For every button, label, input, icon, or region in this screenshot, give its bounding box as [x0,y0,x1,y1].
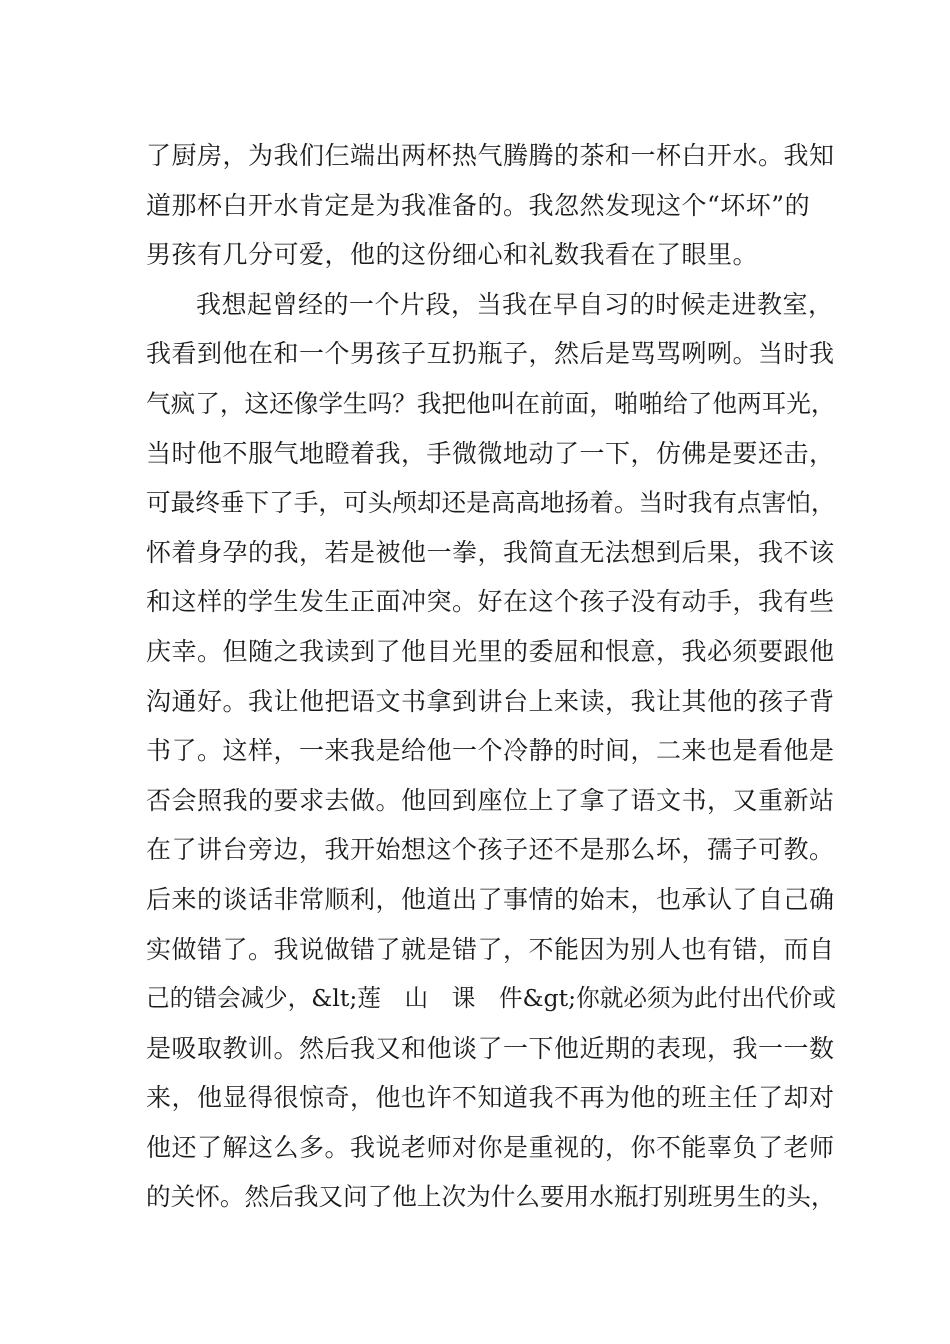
text-line: 是吸取教训。然后我又和他谈了一下他近期的表现，我一一数 [146,1033,835,1063]
text-line: 己的错会减少，&lt;莲 山 课 件&gt;你就必须为此付出代价或 [146,984,836,1013]
text-line: 的关怀。然后我又问了他上次为什么要用水瓶打别班男生的头， [146,1182,836,1212]
text-line: 可最终垂下了手，可头颅却还是高高地扬着。当时我有点害怕， [146,488,836,518]
text-line: 来，他显得很惊奇，他也许不知道我不再为他的班主任了却对 [146,1083,835,1113]
text-line: 我看到他在和一个男孩子互扔瓶子，然后是骂骂咧咧。当时我 [146,339,835,369]
text-line: 怀着身孕的我，若是被他一拳，我简直无法想到后果，我不该 [146,537,835,567]
text-line: 他还了解这么多。我说老师对你是重视的，你不能辜负了老师 [146,1132,835,1162]
text-line: 了厨房，为我们仨端出两杯热气腾腾的茶和一杯白开水。我知 [146,141,835,170]
text-line: 气疯了，这还像学生吗？我把他叫在前面，啪啪给了他两耳光， [146,388,836,418]
text-line: 沟通好。我让他把语文书拿到讲台上来读，我让其他的孩子背 [146,686,835,716]
text-line: 实做错了。我说做错了就是错了，不能因为别人也有错，而自 [146,934,835,964]
text-line: 道那杯白开水肯定是为我准备的。我忽然发现这个“坏坏”的 [146,190,811,220]
text-line: 当时他不服气地瞪着我，手微微地动了一下，仿佛是要还击， [146,438,835,468]
text-line: 和这样的学生发生正面冲突。好在这个孩子没有动手，我有些 [146,587,835,617]
body-text [146,131,836,1222]
text-line: 否会照我的要求去做。他回到座位上了拿了语文书，又重新站 [146,785,835,815]
text-line: 在了讲台旁边，我开始想这个孩子还不是那么坏，孺子可教。 [146,835,835,865]
paragraph-first-line: 我想起曾经的一个片段，当我在早自习的时候走进教室， [196,289,834,319]
text-line: 书了。这样，一来我是给他一个冷静的时间，二来也是看他是 [146,736,835,766]
text-line: 后来的谈话非常顺利，他道出了事情的始末，也承认了自己确 [146,884,835,914]
text-line: 庆幸。但随之我读到了他目光里的委屈和恨意，我必须要跟他 [146,636,835,666]
text-line: 男孩有几分可爱，他的这份细心和礼数我看在了眼里。 [146,240,759,270]
